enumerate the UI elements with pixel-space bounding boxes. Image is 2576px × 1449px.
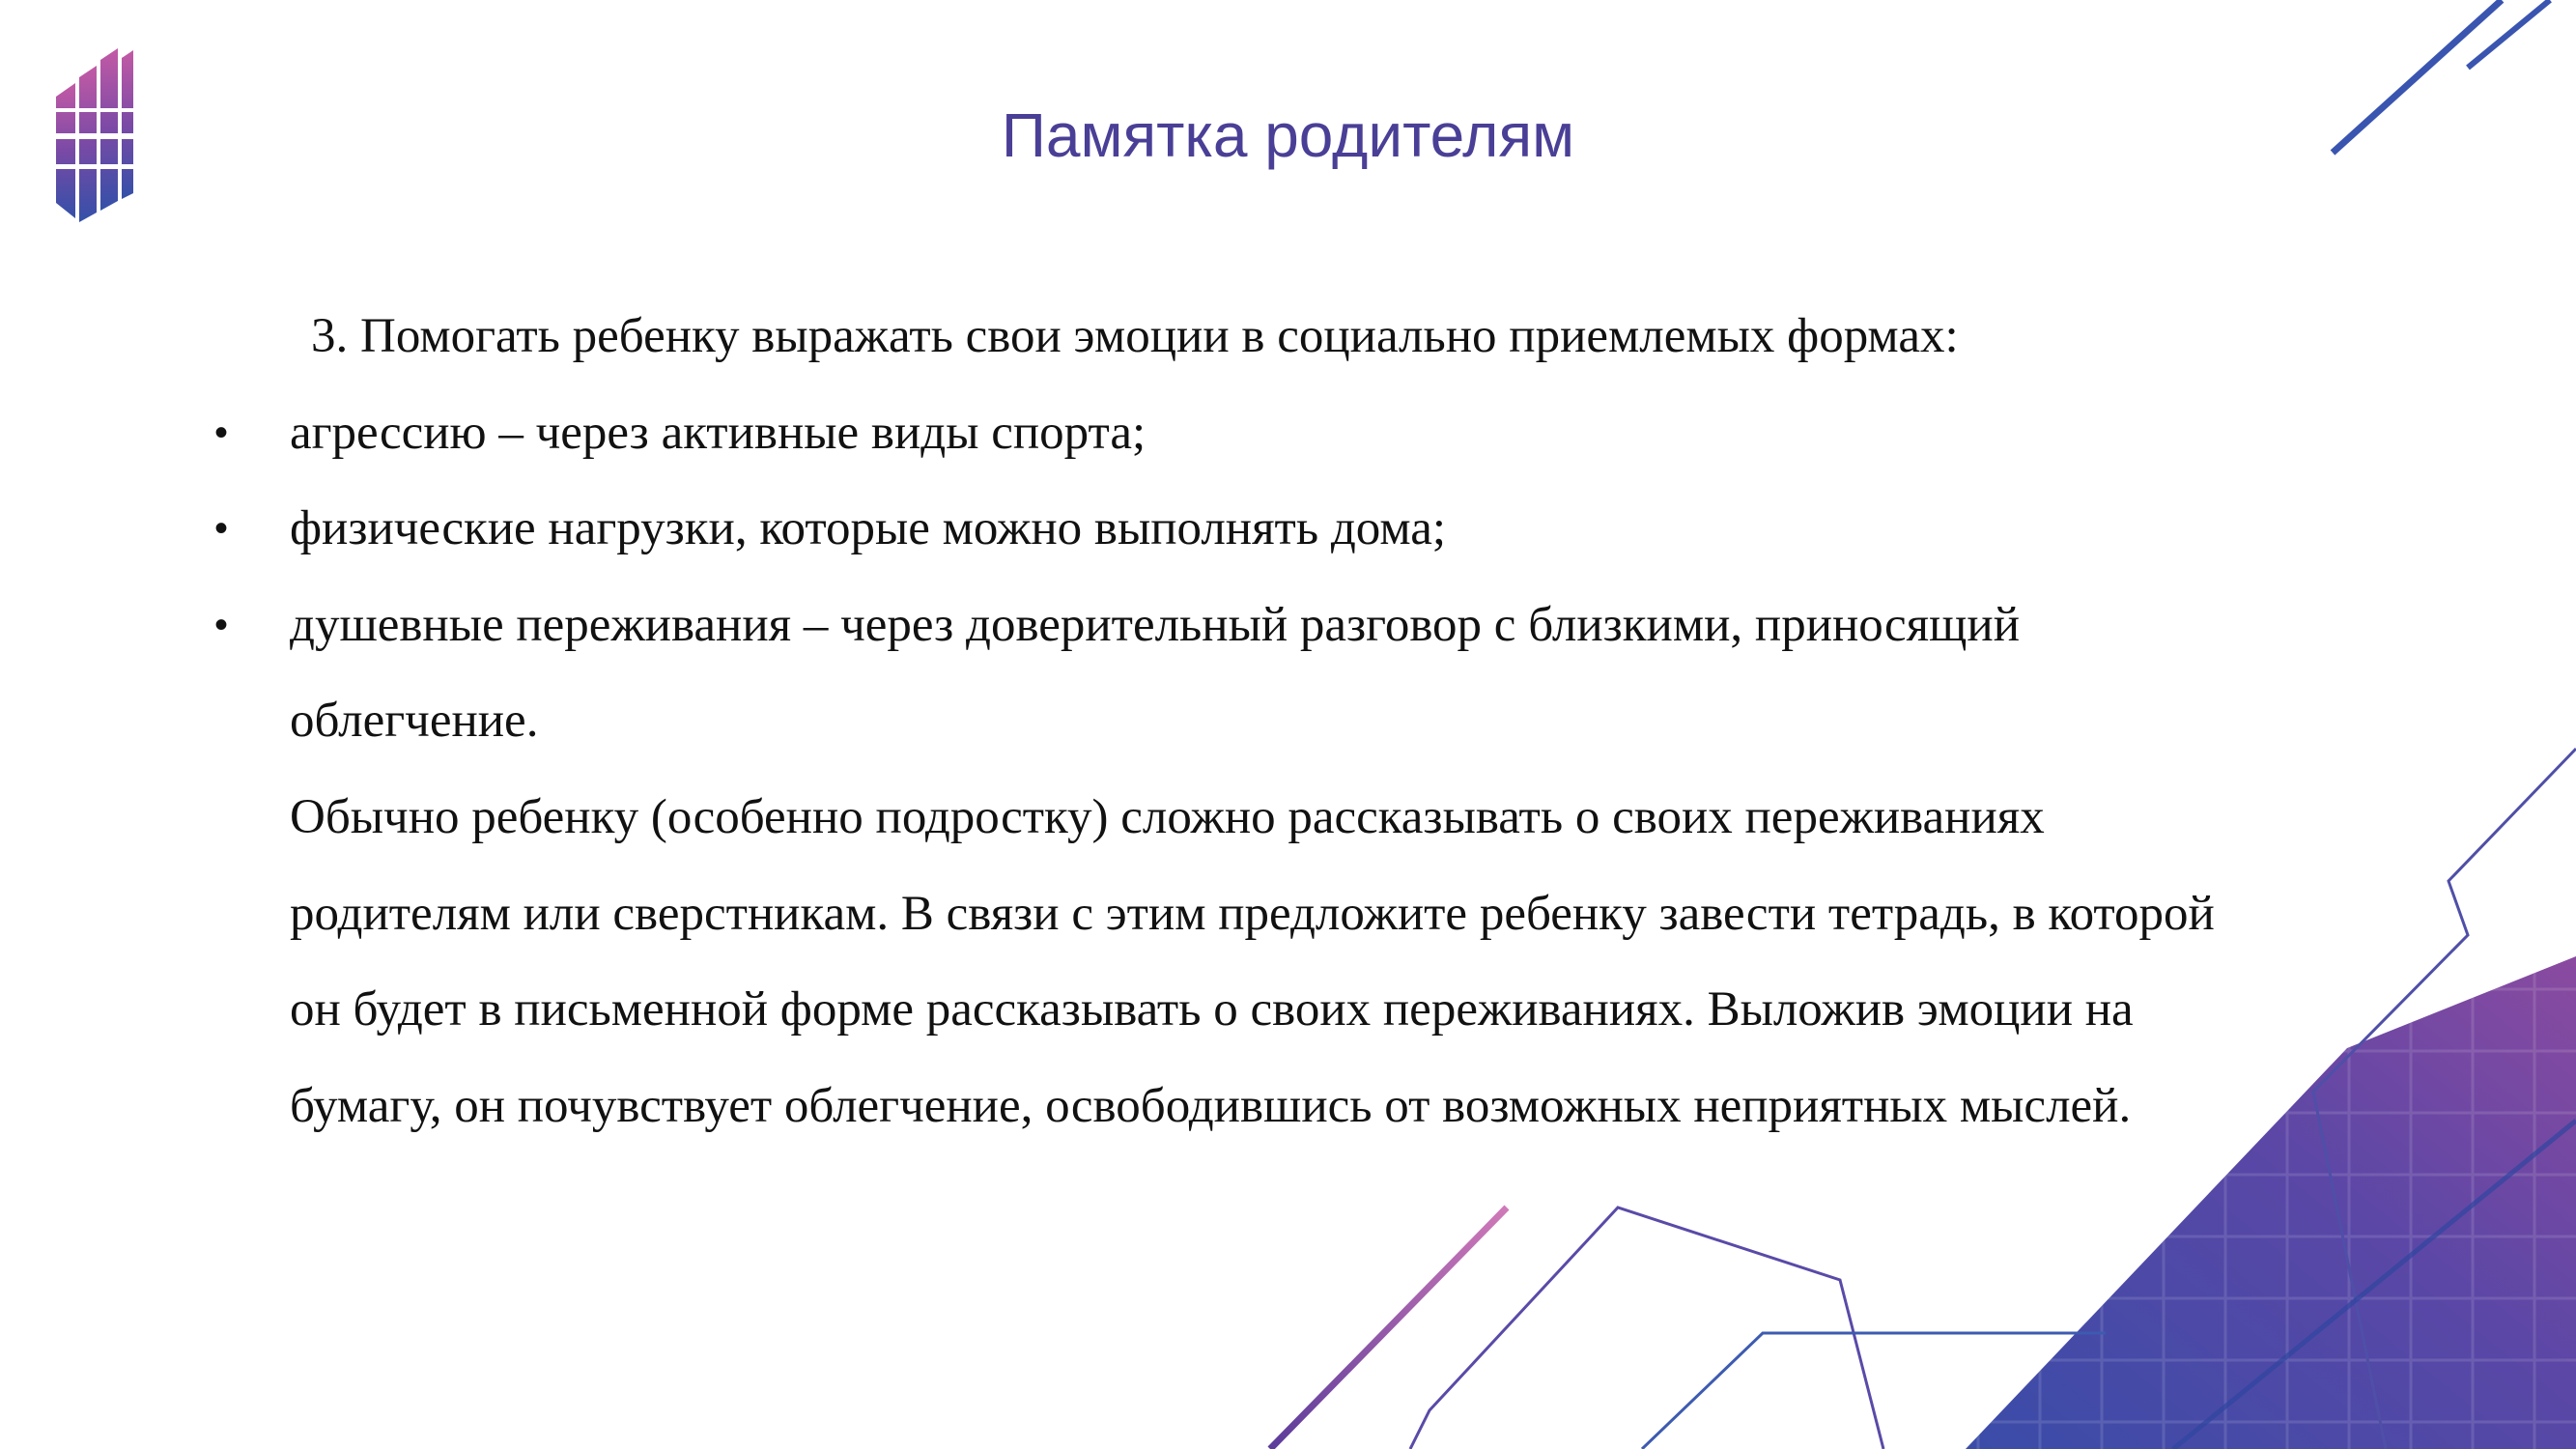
paragraph-line-4: бумагу, он почувствует облегчение, освободившись от возможных неприятных мыслей. <box>290 1079 2132 1133</box>
bullet-marker: • <box>214 507 229 550</box>
paragraph-line-3: он будет в письменной форме рассказывать о своих переживаниях. Выложив эмоции на <box>290 982 2134 1037</box>
bullet-item-aggression: агрессию – через активные виды спорта; <box>290 406 1146 460</box>
bullet-item-emotions-line-1: душевные переживания – через доверительный разговор с близкими, приносящий <box>290 598 2021 652</box>
paragraph-line-2: родителям или сверстникам. В связи с этим предложите ребенку завести тетрадь, в которой <box>290 887 2215 941</box>
bullet-marker: • <box>214 412 229 454</box>
bullet-marker: • <box>214 604 229 646</box>
intro-line: 3. Помогать ребенку выражать свои эмоции в социально приемлемых формах: <box>311 309 1959 363</box>
bullet-item-physical: физические нагрузки, которые можно выполнять дома; <box>290 501 1447 555</box>
bullet-item-emotions-line-2: облегчение. <box>290 694 539 748</box>
paragraph-line-1: Обычно ребенку (особенно подростку) сложно рассказывать о своих переживаниях <box>290 790 2045 844</box>
slide-title: Памятка родителям <box>1001 100 1575 170</box>
